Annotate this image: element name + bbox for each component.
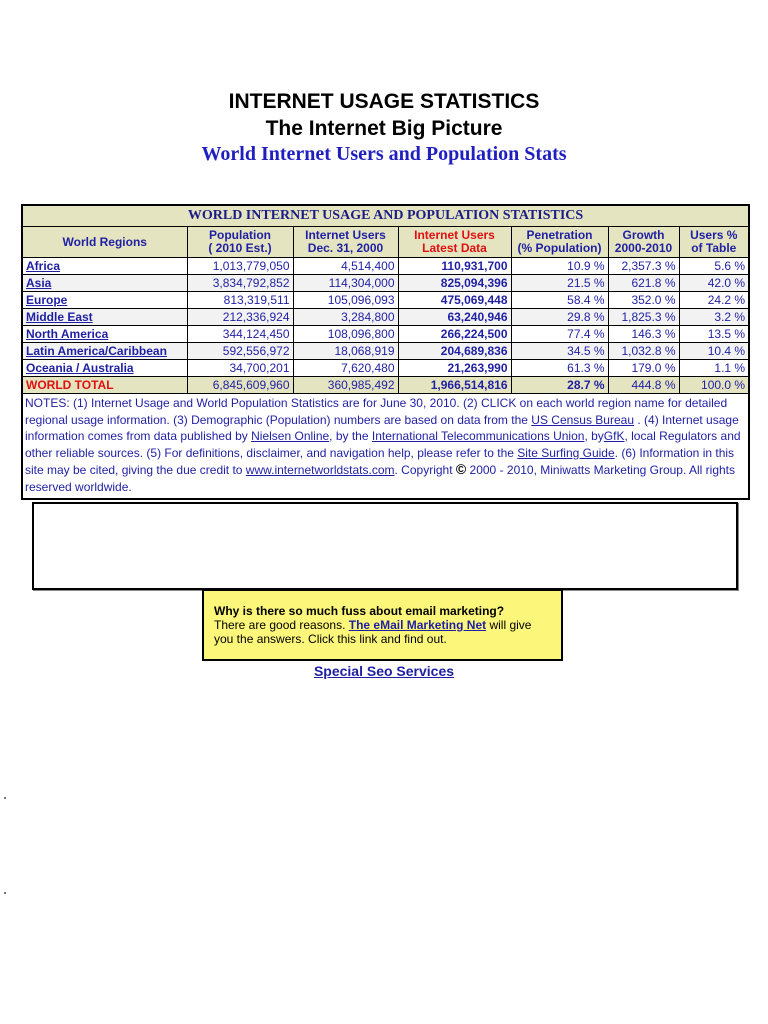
- header-growth: [608, 227, 679, 258]
- header-penetration: [511, 227, 608, 258]
- share-cell: 42.0 %: [679, 275, 749, 292]
- special-seo-services-link[interactable]: Special Seo Services: [313, 663, 455, 679]
- notes-text-6: . (6) Information in this site may be cited, giving the due credit to: [25, 445, 735, 478]
- users-latest-cell: 266,224,500: [398, 326, 511, 343]
- region-link-north-america[interactable]: North America: [26, 327, 109, 341]
- region-link-middle-east[interactable]: Middle East: [26, 310, 93, 324]
- region-cell: [22, 326, 187, 343]
- total-population-cell: 6,845,609,960: [187, 377, 293, 394]
- growth-cell: 179.0 %: [608, 360, 679, 377]
- users-latest-cell: 110,931,700: [398, 258, 511, 275]
- stats-table: [21, 204, 750, 500]
- penetration-cell: 77.4 %: [511, 326, 608, 343]
- region-cell: [22, 309, 187, 326]
- growth-cell: 2,357.3 %: [608, 258, 679, 275]
- header-users-latest-label: Internet Users Latest Data: [414, 228, 495, 255]
- users-2000-cell: 114,304,000: [293, 275, 398, 292]
- penetration-cell: 10.9 %: [511, 258, 608, 275]
- population-cell: 212,336,924: [187, 309, 293, 326]
- header-users-latest: [398, 227, 511, 258]
- margin-dot: [4, 797, 6, 799]
- empty-ad-box: [32, 502, 738, 590]
- growth-cell: 621.8 %: [608, 275, 679, 292]
- page-title: INTERNET USAGE STATISTICS: [228, 90, 540, 113]
- users-latest-cell: 21,263,990: [398, 360, 511, 377]
- notes-text-7: . Copyright: [394, 463, 456, 478]
- notes-text-2: . (4) Internet usage information comes from data published by: [25, 412, 739, 444]
- population-cell: 813,319,511: [187, 292, 293, 309]
- notes-text-5: , local Regulators and other reliable sources. (5) For definitions, disclaimer, and navigation help, please refer to the: [25, 429, 741, 460]
- site-surfing-guide-link[interactable]: Site Surfing Guide: [517, 445, 615, 460]
- share-cell: 3.2 %: [679, 309, 749, 326]
- notes-row: [22, 394, 749, 499]
- nielsen-online-link[interactable]: Nielsen Online: [251, 429, 330, 444]
- header-growth-label: Growth 2000-2010: [614, 228, 673, 255]
- penetration-cell: 58.4 %: [511, 292, 608, 309]
- users-latest-cell: 825,094,396: [398, 275, 511, 292]
- region-link-africa[interactable]: Africa: [26, 259, 61, 273]
- table-caption: WORLD INTERNET USAGE AND POPULATION STATISTICS: [22, 205, 749, 227]
- notes-text-4: , by: [584, 429, 604, 444]
- notes-text-8: 2000 - 2010, Miniwatts Marketing Group. All rights reserved worldwide.: [25, 463, 735, 494]
- us-census-bureau-link[interactable]: US Census Bureau: [531, 412, 635, 427]
- page-heading-stats: World Internet Users and Population Stats: [201, 143, 567, 165]
- region-cell: [22, 360, 187, 377]
- header-world-regions: World Regions: [22, 227, 187, 258]
- copyright-icon: ©: [455, 461, 467, 478]
- users-2000-cell: 3,284,800: [293, 309, 398, 326]
- users-2000-cell: 18,068,919: [293, 343, 398, 360]
- header-users-2000-label: Internet Users Dec. 31, 2000: [305, 228, 386, 255]
- total-growth-cell: 444.8 %: [608, 377, 679, 394]
- header-population: [187, 227, 293, 258]
- internetworldstats-link[interactable]: www.internetworldstats.com: [245, 463, 395, 478]
- table-row: [22, 258, 749, 275]
- region-link-europe[interactable]: Europe: [26, 293, 68, 307]
- users-2000-cell: 4,514,400: [293, 258, 398, 275]
- email-marketing-ad: [202, 589, 563, 661]
- notes-text-3: , by the: [329, 429, 372, 444]
- users-latest-cell: 63,240,946: [398, 309, 511, 326]
- itu-link[interactable]: International Telecommunications Union: [371, 429, 585, 444]
- world-total-row: [22, 377, 749, 394]
- ad-text-1: There are good reasons.: [214, 618, 349, 632]
- header-users-share-label: Users % of Table: [690, 228, 738, 255]
- world-total-label: WORLD TOTAL: [22, 377, 187, 394]
- share-cell: 5.6 %: [679, 258, 749, 275]
- header-penetration-label: Penetration (% Population): [517, 228, 602, 255]
- email-marketing-net-link[interactable]: The eMail Marketing Net: [348, 618, 487, 632]
- table-row: [22, 343, 749, 360]
- region-link-latin-america[interactable]: Latin America/Caribbean: [26, 344, 167, 358]
- region-cell: [22, 343, 187, 360]
- table-row: [22, 309, 749, 326]
- users-2000-cell: 108,096,800: [293, 326, 398, 343]
- header-users-2000: [293, 227, 398, 258]
- population-cell: 592,556,972: [187, 343, 293, 360]
- table-header-row: [22, 227, 749, 258]
- table-row: [22, 360, 749, 377]
- page-subtitle: The Internet Big Picture: [265, 117, 503, 140]
- penetration-cell: 29.8 %: [511, 309, 608, 326]
- table-row: [22, 292, 749, 309]
- region-cell: [22, 275, 187, 292]
- ad-question: Why is there so much fuss about email marketing?: [214, 604, 505, 618]
- table-row: [22, 275, 749, 292]
- region-cell: [22, 258, 187, 275]
- seo-link-container: [0, 663, 768, 679]
- penetration-cell: 34.5 %: [511, 343, 608, 360]
- header-population-label: Population ( 2010 Est.): [208, 228, 272, 255]
- users-2000-cell: 105,096,093: [293, 292, 398, 309]
- gfk-link[interactable]: GfK: [603, 429, 625, 444]
- notes-cell: [22, 394, 749, 499]
- penetration-cell: 61.3 %: [511, 360, 608, 377]
- penetration-cell: 21.5 %: [511, 275, 608, 292]
- growth-cell: 1,825.3 %: [608, 309, 679, 326]
- header-users-share: [679, 227, 749, 258]
- margin-dot: [4, 892, 6, 894]
- total-users-latest-cell: 1,966,514,816: [398, 377, 511, 394]
- total-users-2000-cell: 360,985,492: [293, 377, 398, 394]
- growth-cell: 352.0 %: [608, 292, 679, 309]
- region-link-asia[interactable]: Asia: [26, 276, 52, 290]
- users-2000-cell: 7,620,480: [293, 360, 398, 377]
- table-row: [22, 326, 749, 343]
- population-cell: 1,013,779,050: [187, 258, 293, 275]
- population-cell: 3,834,792,852: [187, 275, 293, 292]
- total-share-cell: 100.0 %: [679, 377, 749, 394]
- users-latest-cell: 475,069,448: [398, 292, 511, 309]
- users-latest-cell: 204,689,836: [398, 343, 511, 360]
- growth-cell: 146.3 %: [608, 326, 679, 343]
- region-link-oceania[interactable]: Oceania / Australia: [26, 361, 134, 375]
- notes-text-1: NOTES: (1) Internet Usage and World Population Statistics are for June 30, 2010. (2) CLICK on each world region name for detailed regional usage information. (3) Demographic (Population) numbers are based on data from the: [25, 396, 728, 427]
- share-cell: 10.4 %: [679, 343, 749, 360]
- ad-text-2: will give you the answers. Click this link and find out.: [214, 618, 532, 646]
- share-cell: 1.1 %: [679, 360, 749, 377]
- growth-cell: 1,032.8 %: [608, 343, 679, 360]
- total-penetration-cell: 28.7 %: [511, 377, 608, 394]
- region-cell: [22, 292, 187, 309]
- population-cell: 344,124,450: [187, 326, 293, 343]
- population-cell: 34,700,201: [187, 360, 293, 377]
- share-cell: 24.2 %: [679, 292, 749, 309]
- share-cell: 13.5 %: [679, 326, 749, 343]
